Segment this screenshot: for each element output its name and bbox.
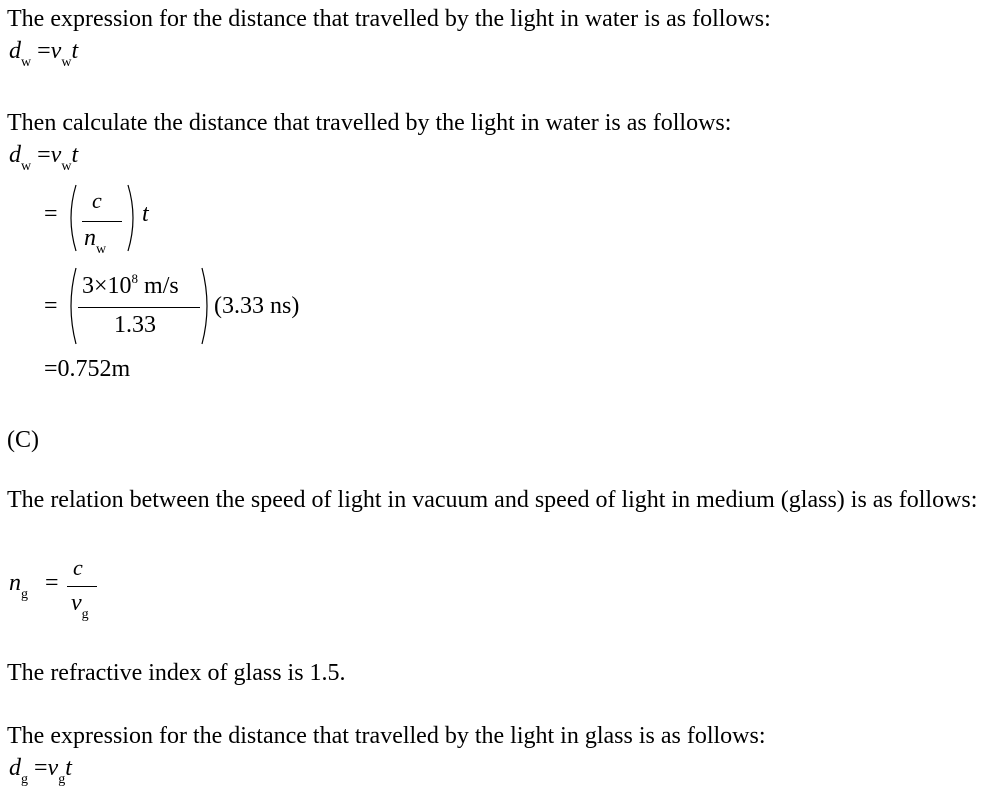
- paragraph-water-expression: The expression for the distance that travelled by the light in water is as follows:: [7, 6, 771, 32]
- equals-sign: =: [45, 570, 59, 596]
- denominator-vg: $v_g$: [71, 590, 89, 622]
- fraction-bar: [67, 586, 97, 587]
- equals-sign: =: [44, 201, 58, 227]
- equation-result-water: [44, 356, 130, 383]
- subscript-w: w: [21, 159, 32, 174]
- symbol-v: v: [50, 38, 62, 64]
- equation-distance-water: [9, 38, 79, 70]
- paragraph-glass-index: The refractive index of glass is 1.5.: [7, 660, 346, 686]
- numerator-c: c: [73, 555, 83, 580]
- equals-sign: =: [44, 356, 58, 382]
- lhs-ng: $n_g$: [9, 570, 28, 602]
- symbol-t: t: [65, 755, 72, 781]
- result-value: 0.752: [57, 356, 112, 382]
- equation-step-c-over-nw: [44, 183, 164, 257]
- symbol-v: v: [50, 142, 62, 168]
- subscript-g: g: [21, 772, 28, 787]
- equals-sign: =: [37, 38, 51, 64]
- paragraph-glass-expression: The expression for the distance that travelled by the light in glass is as follows:: [7, 723, 766, 749]
- subscript-w: w: [61, 159, 72, 174]
- equals-sign: =: [34, 755, 48, 781]
- equation-distance-water-calc: [9, 142, 79, 174]
- fraction-bar: [82, 221, 122, 222]
- symbol-t: t: [142, 201, 149, 227]
- right-paren-icon: [126, 183, 140, 253]
- denominator-nw: $n_w$: [84, 225, 107, 257]
- symbol-d: d: [9, 755, 21, 781]
- left-paren-icon: [64, 266, 78, 346]
- subscript-g: g: [58, 772, 66, 787]
- subscript-w: w: [21, 55, 32, 70]
- symbol-v: v: [47, 755, 59, 781]
- equation-refractive-index: [9, 552, 109, 622]
- symbol-t: t: [71, 38, 79, 64]
- time-value: (3.33 ns): [214, 293, 300, 319]
- part-label: (C): [7, 427, 39, 453]
- symbol-d: d: [9, 142, 21, 168]
- equals-sign: =: [44, 293, 58, 319]
- symbol-t: t: [71, 142, 79, 168]
- symbol-d: d: [9, 38, 21, 64]
- denominator-1-33: 1.33: [114, 312, 156, 338]
- equals-sign: =: [37, 142, 51, 168]
- fraction-bar: [78, 307, 200, 308]
- paragraph-water-calculation: Then calculate the distance that travelled by the light in water is as follows:: [7, 110, 732, 136]
- left-paren-icon: [64, 183, 78, 253]
- result-unit: m: [111, 356, 131, 382]
- numerator-speed: $3\times 10^8$ m/s: [82, 271, 179, 299]
- paragraph-glass-relation: The relation between the speed of light in vacuum and speed of light in medium (glass) is as follows:: [7, 487, 978, 513]
- numerator-c: c: [92, 188, 102, 213]
- equation-distance-glass: [9, 755, 72, 787]
- equation-step-numeric: [44, 266, 324, 348]
- right-paren-icon: [200, 266, 214, 346]
- subscript-w: w: [61, 55, 72, 70]
